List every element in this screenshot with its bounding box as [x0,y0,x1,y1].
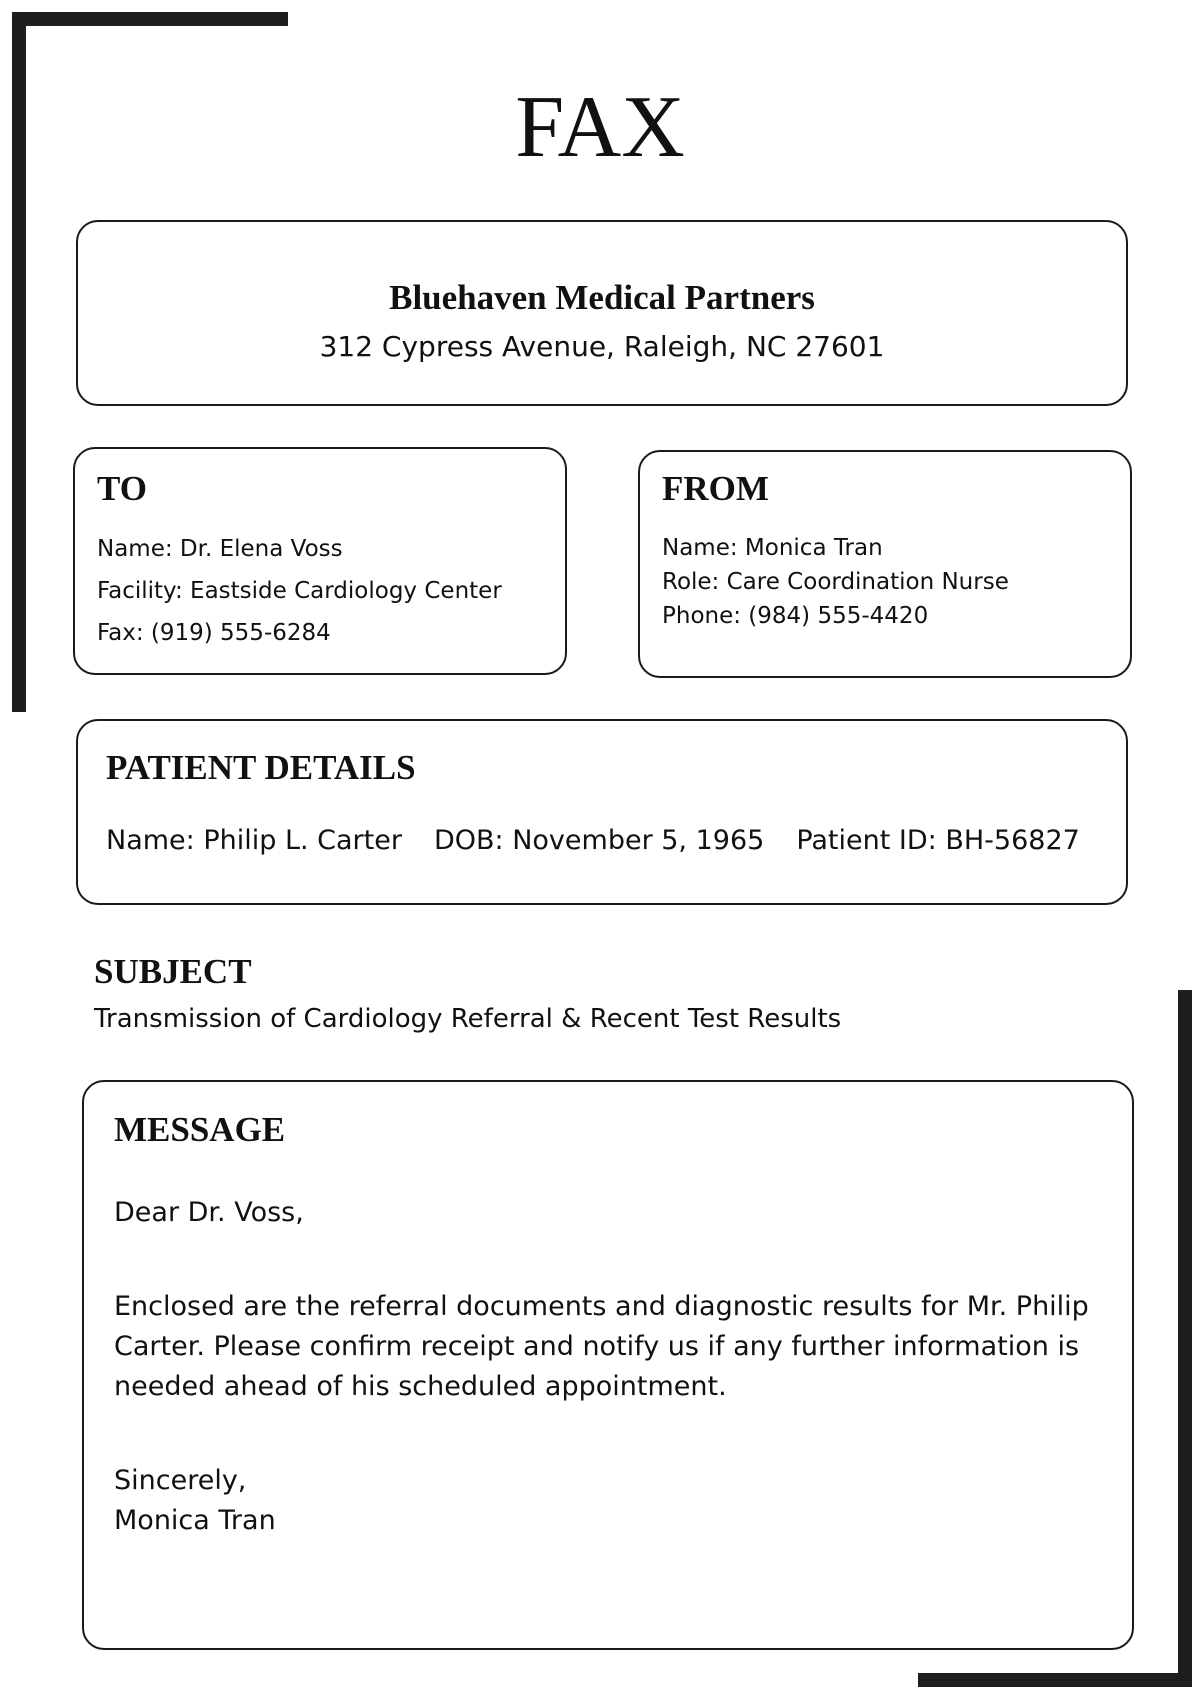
organization-box [76,220,1128,406]
to-fax: Fax: (919) 555-6284 [97,620,331,646]
from-name: Name: Monica Tran [662,535,883,561]
patient-name: Name: Philip L. Carter [106,825,402,856]
to-facility: Facility: Eastside Cardiology Center [97,578,502,604]
corner-bracket-top-left-horizontal [12,12,288,26]
message-closing: Sincerely, [114,1465,247,1496]
patient-details-heading: PATIENT DETAILS [106,748,416,787]
organization-name: Bluehaven Medical Partners [389,278,815,317]
message-signer: Monica Tran [114,1505,276,1536]
corner-bracket-bottom-right-horizontal [918,1673,1192,1687]
from-role: Role: Care Coordination Nurse [662,569,1009,595]
from-heading: FROM [662,469,769,508]
message-greeting: Dear Dr. Voss, [114,1197,304,1228]
from-box [638,450,1132,678]
organization-address: 312 Cypress Avenue, Raleigh, NC 27601 [319,330,885,363]
message-body: Enclosed are the referral documents and diagnostic results for Mr. Philip Carter. Please confirm receipt and notify us if any further information is needed ahead of his scheduled appointment. [114,1291,1089,1402]
corner-bracket-bottom-right-vertical [1178,990,1192,1687]
subject-heading: SUBJECT [94,952,252,991]
to-box [73,447,567,675]
patient-dob: DOB: November 5, 1965 [433,825,765,856]
to-name: Name: Dr. Elena Voss [97,536,343,562]
to-heading: TO [97,469,147,508]
patient-details-box [76,719,1128,905]
message-box [82,1080,1134,1650]
from-phone: Phone: (984) 555-4420 [662,603,929,629]
patient-id: Patient ID: BH-56827 [796,825,1080,856]
message-heading: MESSAGE [114,1110,286,1149]
document-title: FAX [515,79,685,176]
subject-text: Transmission of Cardiology Referral & Recent Test Results [94,1004,842,1034]
